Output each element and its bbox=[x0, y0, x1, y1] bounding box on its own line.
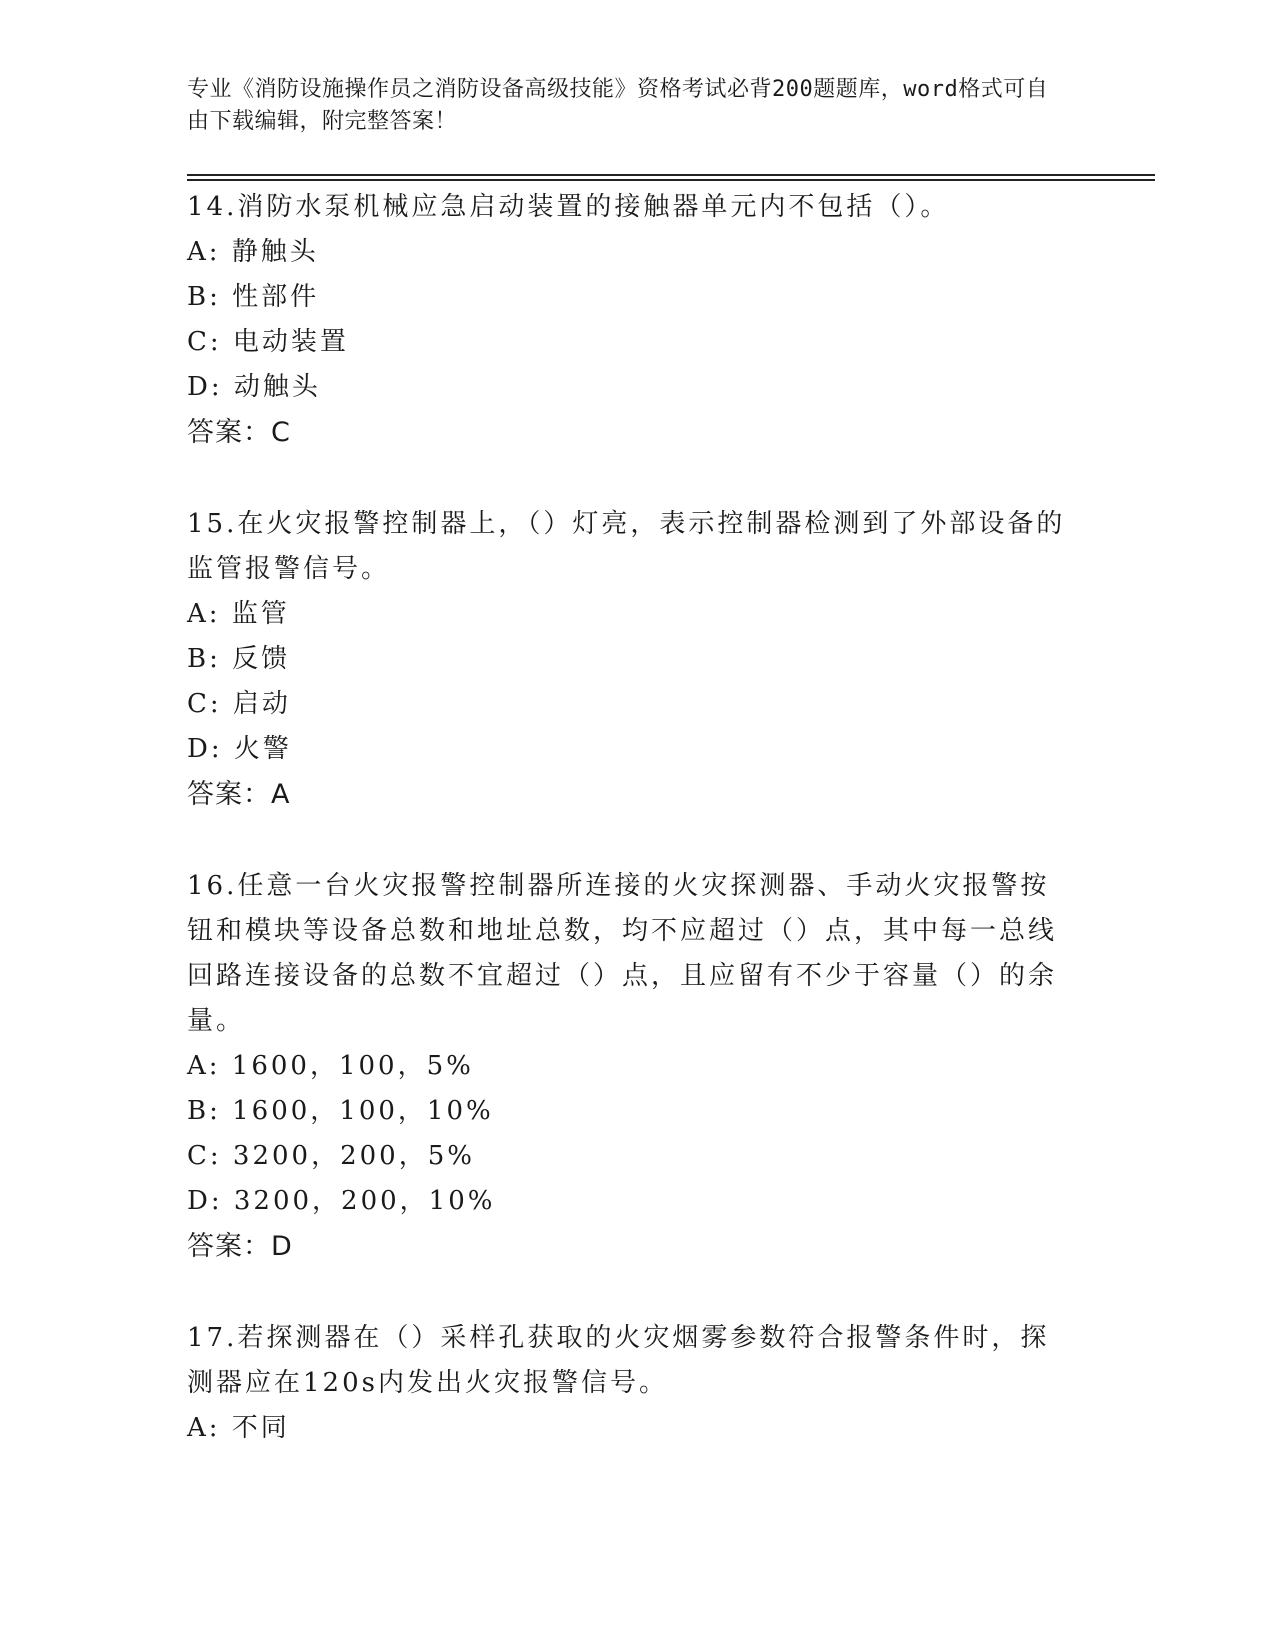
option-c: C: 电动装置 bbox=[187, 327, 349, 357]
option-a: A: 不同 bbox=[187, 1413, 290, 1443]
option-a: A: 监管 bbox=[187, 599, 290, 629]
spacer bbox=[187, 456, 1147, 502]
spacer bbox=[187, 1270, 1147, 1316]
divider-line-bottom bbox=[187, 179, 1155, 181]
spacer bbox=[187, 818, 1147, 864]
option-d: D: 3200，200，10% bbox=[187, 1186, 496, 1216]
question-16 bbox=[187, 864, 1147, 1270]
question-15 bbox=[187, 502, 1147, 818]
option-a: A: 1600，100，5% bbox=[187, 1051, 474, 1081]
question-17 bbox=[187, 1316, 1147, 1451]
answer: 答案：D bbox=[187, 1231, 293, 1262]
question-14 bbox=[187, 185, 1147, 456]
question-stem: 15.在火灾报警控制器上，（）灯亮，表示控制器检测到了外部设备的监管报警信号。 bbox=[187, 509, 1066, 584]
option-a: A: 静触头 bbox=[187, 237, 319, 267]
answer: 答案：A bbox=[187, 779, 291, 810]
document-header: 专业《消防设施操作员之消防设备高级技能》资格考试必背200题题库，word格式可自由下载编辑，附完整答案！ bbox=[187, 77, 1049, 134]
question-stem: 17.若探测器在（）采样孔获取的火灾烟雾参数符合报警条件时，探测器应在120s内发出火灾报警信号。 bbox=[187, 1323, 1050, 1398]
option-c: C: 3200，200，5% bbox=[187, 1141, 475, 1171]
answer: 答案：C bbox=[187, 417, 291, 448]
option-d: D: 动触头 bbox=[187, 372, 321, 402]
option-b: B: 性部件 bbox=[187, 282, 320, 312]
option-b: B: 1600，100，10% bbox=[187, 1096, 494, 1126]
option-c: C: 启动 bbox=[187, 689, 291, 719]
question-stem: 14.消防水泵机械应急启动装置的接触器单元内不包括（）。 bbox=[187, 192, 950, 222]
option-b: B: 反馈 bbox=[187, 644, 291, 674]
divider-line-top bbox=[187, 174, 1155, 176]
option-d: D: 火警 bbox=[187, 734, 292, 764]
header-divider bbox=[187, 174, 1155, 181]
question-stem: 16.任意一台火灾报警控制器所连接的火灾探测器、手动火灾报警按钮和模块等设备总数和地址总数，均不应超过（）点，其中每一总线回路连接设备的总数不宜超过（）点，且应留有不少于容量（）的余量。 bbox=[187, 871, 1058, 1036]
document-page bbox=[187, 70, 1147, 1451]
